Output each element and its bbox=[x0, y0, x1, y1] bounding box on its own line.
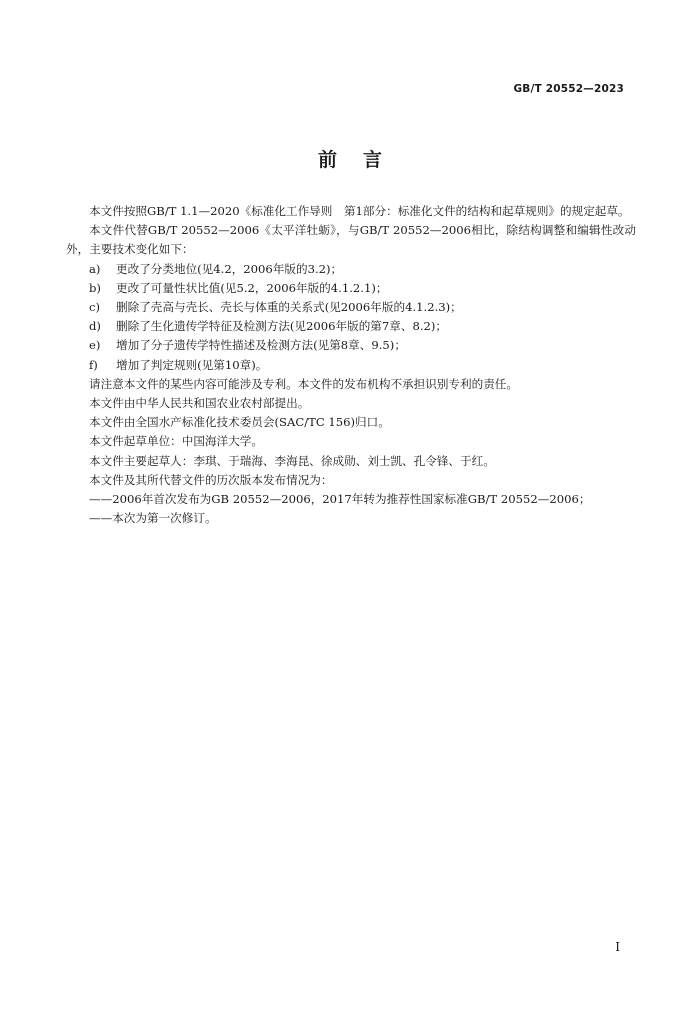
standard-code: GB/T 20552—2023 bbox=[513, 83, 624, 95]
list-text: 增加了分子遗传学特性描述及检测方法(见第8章、9.5)； bbox=[116, 338, 406, 353]
list-marker: e) bbox=[89, 338, 101, 353]
changes-list bbox=[66, 260, 636, 375]
paragraph-proposer: 本文件由中华人民共和国农业农村部提出。 bbox=[89, 396, 310, 411]
paragraph-drafters: 本文件主要起草人：李琪、于瑞海、李海昆、徐成勋、刘士凯、孔令锋、于红。 bbox=[89, 453, 495, 468]
list-item bbox=[66, 260, 636, 279]
list-text: 更改了分类地位(见4.2，2006年版的3.2)； bbox=[116, 261, 343, 276]
list-item bbox=[66, 317, 636, 336]
list-marker: a) bbox=[89, 261, 101, 276]
list-marker: d) bbox=[89, 319, 101, 334]
list-text: 更改了可量性状比值(见5.2，2006年版的4.1.2.1)； bbox=[116, 280, 388, 295]
page-title: 前言 bbox=[317, 149, 408, 171]
list-text: 删除了生化遗传学特征及检测方法(见2006年版的第7章、8.2)； bbox=[116, 319, 448, 334]
history-item: ——本次为第一次修订。 bbox=[89, 511, 217, 526]
history-list bbox=[66, 490, 636, 528]
list-marker: b) bbox=[89, 280, 101, 295]
paragraph-patent-notice: 请注意本文件的某些内容可能涉及专利。本文件的发布机构不承担识别专利的责任。 bbox=[89, 376, 518, 391]
paragraph-committee: 本文件由全国水产标准化技术委员会(SAC/TC 156)归口。 bbox=[89, 415, 390, 430]
preface-body bbox=[66, 202, 636, 528]
list-item bbox=[66, 356, 636, 375]
list-marker: f) bbox=[89, 357, 98, 372]
list-text: 删除了壳高与壳长、壳长与体重的关系式(见2006年版的4.1.2.3)； bbox=[116, 300, 462, 315]
history-item: ——2006年首次发布为GB 20552—2006，2017年转为推荐性国家标准GB/T 20552—2006； bbox=[89, 492, 591, 507]
list-marker: c) bbox=[89, 300, 101, 315]
paragraph-replacement: 本文件代替GB/T 20552—2006《太平洋牡蛎》，与GB/T 20552—2006相比，除结构调整和编辑性改动外，主要技术变化如下： bbox=[66, 223, 636, 257]
list-item bbox=[66, 279, 636, 298]
paragraph-history-intro: 本文件及其所代替文件的历次版本发布情况为： bbox=[89, 472, 333, 487]
list-item bbox=[66, 298, 636, 317]
list-text: 增加了判定规则(见第10章)。 bbox=[116, 357, 268, 372]
paragraph-drafting-rules: 本文件按照GB/T 1.1—2020《标准化工作导则 第1部分：标准化文件的结构和起草规则》的规定起草。 bbox=[89, 204, 630, 218]
page-number: I bbox=[615, 940, 620, 954]
list-item bbox=[66, 336, 636, 355]
paragraph-drafting-unit: 本文件起草单位：中国海洋大学。 bbox=[89, 434, 263, 449]
